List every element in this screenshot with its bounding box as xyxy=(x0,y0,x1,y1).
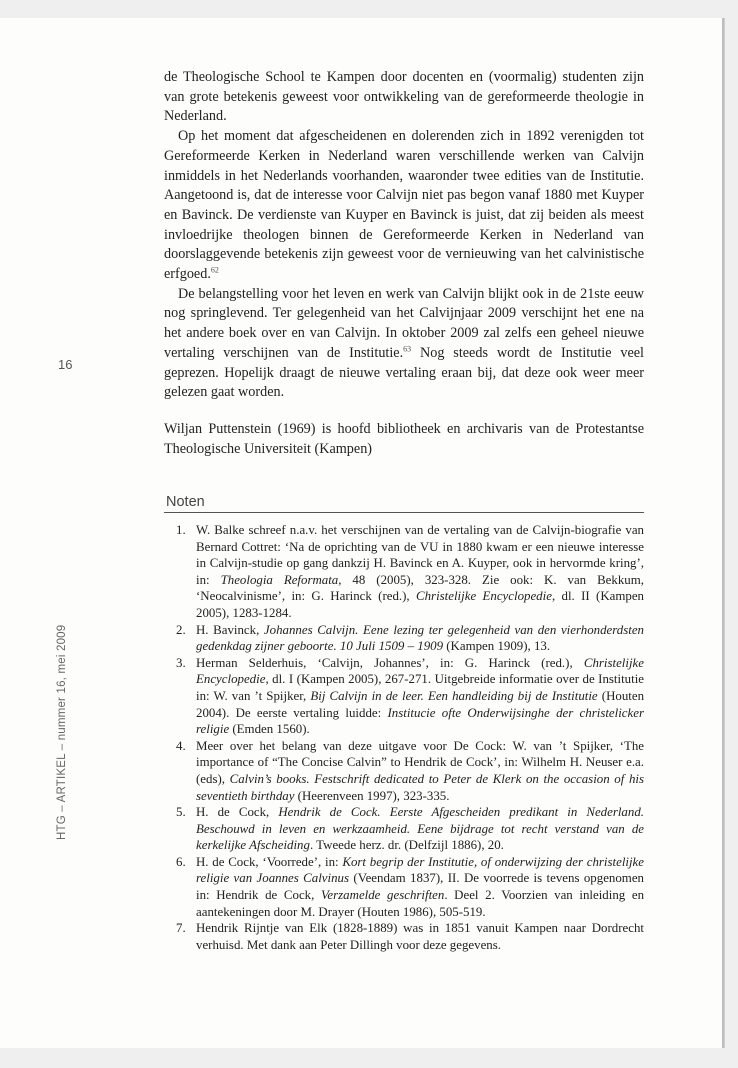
note-text: (Emden 1560). xyxy=(229,722,310,737)
note-5 xyxy=(176,804,644,854)
note-title: Christelijke Encyclopedie xyxy=(416,589,552,604)
paragraph-3-text-a: De belangstelling voor het leven en werk van Calvijn blijkt ook in de 21ste eeuw nog springlevend. Ter gelegenheid van het Calvijnjaar 2009 verschijnt het ene na het andere boek over en van Calvijn. In oktober 2009 zal zelfs een geheel nieuwe vertaling verschijnen van de Institutie. xyxy=(164,285,644,361)
note-text: . Tweede herz. dr. (Delfzijl 1886), 20. xyxy=(309,838,504,853)
paragraph-3-text-b: Nog steeds wordt de Institutie veel geprezen. Hopelijk draagt de nieuwe vertaling eraan bij, dat deze ook weer meer gelezen gaat worden. xyxy=(164,344,644,401)
note-number: 7. xyxy=(176,921,186,936)
note-number: 4. xyxy=(176,738,186,753)
note-text: Hendrik Rijntje van Elk (1828-1889) was in 1851 vanuit Kampen naar Dordrecht verhuisd. Met dank aan Peter Dillingh voor deze gegevens. xyxy=(196,921,644,952)
note-title: Kort begrip der Institutie, of onderwijzing der christelijke religie van Joannes Calvinus xyxy=(196,854,644,886)
note-text: , dl. II (Kampen 2005), 1283-1284. xyxy=(196,589,644,620)
note-text: (Heerenveen 1997), 323-335. xyxy=(294,788,450,803)
author-bio: Wiljan Puttenstein (1969) is hoofd bibliotheek en archivaris van de Protestantse Theologische Universiteit (Kampen) xyxy=(164,421,644,457)
main-text xyxy=(164,68,644,403)
note-number: 3. xyxy=(176,655,186,670)
paragraph-1: de Theologische School te Kampen door docenten en (voormalig) studenten zijn van grote betekenis geweest voor ontwikkeling van de gereformeerde theologie in Nederland. xyxy=(164,69,644,125)
running-head: HTG – ARTIKEL – nummer 16, mei 2009 xyxy=(56,624,68,840)
note-text: , 48 (2005), 323-328. Zie ook: K. van Bekkum, ‘Neocalvinisme’, in: G. Harinck (red.), xyxy=(196,572,644,604)
note-title: Christelijke Encyclopedie xyxy=(196,655,644,687)
note-text: , dl. I (Kampen 2005), 267-271. Uitgebreide informatie over de Institutie in: W. van ’t Spijker, xyxy=(196,672,644,703)
note-text: Meer over het belang van deze uitgave voor De Cock: W. van ’t Spijker, ‘The importance of “The Concise Calvin” to Hendrik de Cock’, in: Wilhelm H. Neuser e.a. (eds), xyxy=(196,738,644,786)
note-2 xyxy=(176,622,644,655)
note-number: 2. xyxy=(176,622,186,637)
page-edge xyxy=(722,18,724,1048)
note-text: Herman Selderhuis, ‘Calvijn, Johannes’, in: G. Harinck (red.), xyxy=(196,655,584,670)
note-3 xyxy=(176,655,644,738)
note-number: 6. xyxy=(176,854,186,869)
note-title: Bij Calvijn in de leer. Een handleiding bij de Institutie xyxy=(310,688,598,703)
notes-divider xyxy=(164,512,644,513)
paragraph-2-text: Op het moment dat afgescheidenen en dolerenden zich in 1892 verenigden tot Gereformeerde Kerken in Nederland waren verschillende werken van Calvijn inmiddels in het Nederlands voorhanden, waaronder twee edities van de Institutie. Aangetoond is, dat de interesse voor Calvijn niet pas begon vanaf 1880 met Kuyper en Bavinck. De verdienste van Kuyper en Bavinck is juist, dat zij beiden als meest invloedrijke theologen binnen de Gereformeerde Kerken in Nederland van doorslaggevende betekenis zijn geweest voor de vernieuwing van het calvinistische erfgoed. xyxy=(164,128,644,283)
note-6 xyxy=(176,854,644,920)
notes-list xyxy=(176,522,644,953)
note-7 xyxy=(176,920,644,953)
note-number: 1. xyxy=(176,523,186,537)
footnote-ref-63[interactable]: 63 xyxy=(403,344,412,354)
paragraph-2 xyxy=(164,127,644,285)
note-number: 5. xyxy=(176,805,186,820)
note-title: Institucie ofte Onderwijsinghe der christelicker religie xyxy=(196,705,644,737)
note-text: H. de Cock, xyxy=(196,805,279,820)
note-text: (Houten 2004). De eerste vertaling luidde: xyxy=(196,688,645,720)
note-1 xyxy=(176,522,644,622)
page-number: 16 xyxy=(58,357,73,372)
note-text: H. Bavinck, xyxy=(196,622,264,637)
footnote-ref-62[interactable]: 62 xyxy=(210,265,219,275)
note-4 xyxy=(176,738,644,804)
note-title: Johannes Calvijn. Eene lezing ter gelegenheid van den vierhonderdsten gedenkdag zijner geboorte. 10 Juli 1509 – 1909 xyxy=(196,622,644,654)
note-title: Calvin’s books. Festschrift dedicated to Peter de Klerk on the occasion of his seventieth birthday xyxy=(196,771,644,803)
paragraph-3 xyxy=(164,285,644,403)
note-text: (Veendam 1837), II. De voorrede is tevens opgenomen in: Hendrik de Cock, xyxy=(196,871,645,903)
note-text: W. Balke schreef n.a.v. het verschijnen van de vertaling van de Calvijn-biografie van Bernard Cottret: ‘Na de oprichting van de VU in 1880 kwam er een nieuwe interesse in Calvijn-studie op gang dankzij H. Bavinck en A. Kuyper, ook in hervormde kring’, in: xyxy=(196,523,644,587)
note-title: Hendrik de Cock. Eerste Afgescheiden predikant in Nederland. Beschouwd in leven en werkzaamheid. Eene bijdrage tot recht verstand van de kerkelijke Afscheiding xyxy=(196,805,644,853)
note-title: Verzamelde geschriften xyxy=(320,888,445,903)
note-text: (Kampen 1909), 13. xyxy=(443,639,551,654)
note-title: Theologia Reformata xyxy=(220,572,339,587)
note-text: H. de Cock, ‘Voorrede’, in: xyxy=(196,854,343,869)
note-text: . Deel 2. Voorzien van inleiding en aantekeningen door M. Drayer (Houten 1986), 505-519. xyxy=(196,888,645,919)
notes-heading: Noten xyxy=(166,494,205,510)
